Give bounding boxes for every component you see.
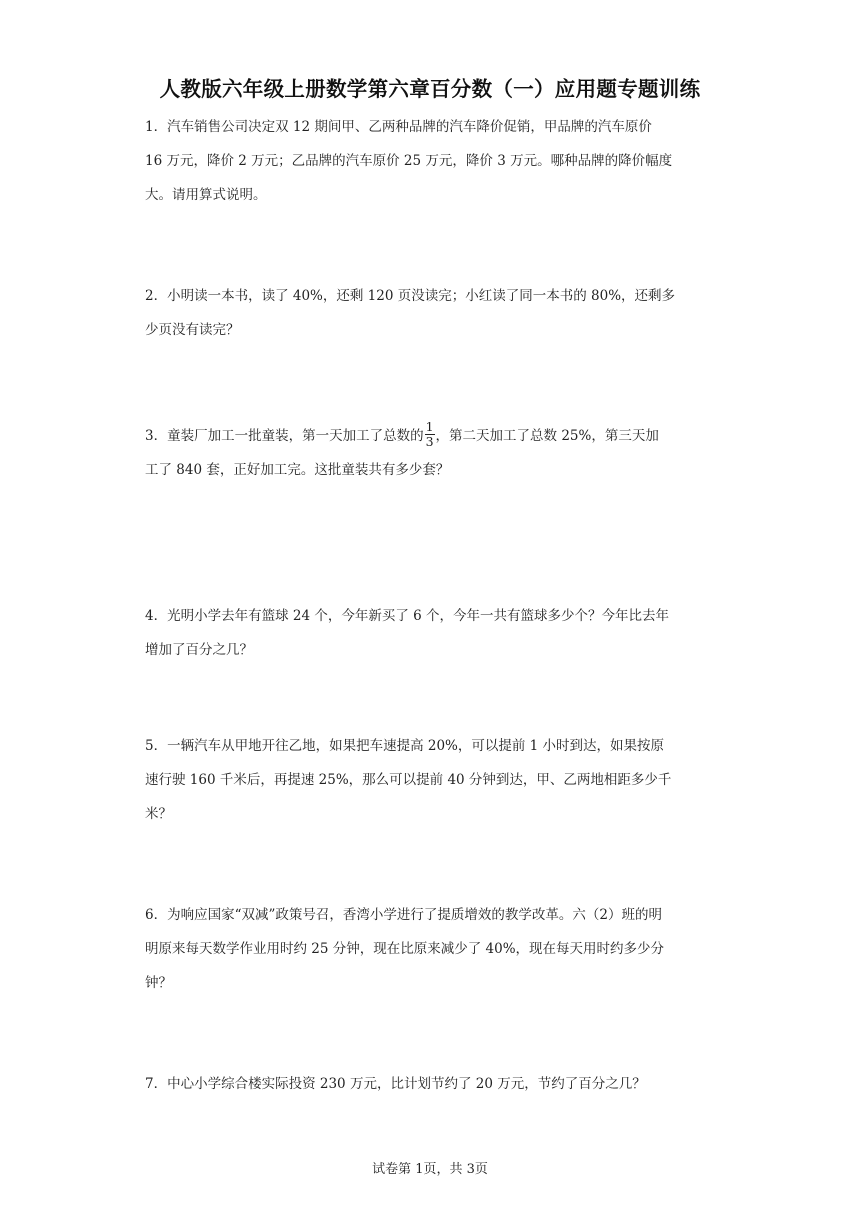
question-line: 少页没有读完？ (145, 322, 240, 338)
question-line (145, 419, 720, 453)
question-2 (145, 279, 720, 347)
question-line: 1．汽车销售公司决定双 12 期间甲、乙两种品牌的汽车降价促销，甲品牌的汽车原价 (145, 119, 652, 135)
question-line: 速行驶 160 千米后，再提速 25%，那么可以提前 40 分钟到达，甲、乙两地相距多少千 (145, 772, 672, 788)
fraction-denominator: 3 (425, 434, 434, 449)
question-line: 4．光明小学去年有篮球 24 个，今年新买了 6 个，今年一共有篮球多少个？今年比去年 (145, 608, 670, 624)
question-line: 明原来每天数学作业用时约 25 分钟，现在比原来减少了 40%，现在每天用时约多少分 (145, 941, 665, 957)
question-3 (145, 419, 720, 487)
question-line: 增加了百分之几？ (145, 642, 253, 658)
page-footer: 试卷第 1页，共 3页 (372, 1162, 488, 1177)
question-line: 米？ (145, 806, 172, 822)
page-title: 人教版六年级上册数学第六章百分数（一）应用题专题训练 (159, 77, 701, 101)
question-1 (145, 110, 720, 212)
question-line: 钟？ (145, 975, 172, 991)
fraction-numerator: 1 (425, 419, 434, 434)
question-line: 7．中心小学综合楼实际投资 230 万元，比计划节约了 20 万元，节约了百分之几？ (145, 1076, 646, 1092)
question-line: 6．为响应国家“双减”政策号召，香湾小学进行了提质增效的教学改革。六（2）班的明 (145, 907, 662, 923)
question-text: ，第二天加工了总数 25%，第三天加 (435, 428, 659, 444)
question-7 (145, 1067, 720, 1101)
question-text: 3．童装厂加工一批童装，第一天加工了总数的 (145, 428, 424, 444)
question-5 (145, 729, 720, 831)
question-line: 16 万元，降价 2 万元；乙品牌的汽车原价 25 万元，降价 3 万元。哪种品牌的降价幅度 (145, 153, 673, 169)
question-4 (145, 599, 720, 667)
question-line: 大。请用算式说明。 (145, 187, 267, 203)
fraction (425, 420, 435, 449)
question-line: 工了 840 套，正好加工完。这批童装共有多少套？ (145, 462, 450, 478)
question-line: 2．小明读一本书，读了 40%，还剩 120 页没读完；小红读了同一本书的 80%，还剩多 (145, 288, 676, 304)
question-6 (145, 898, 720, 1000)
question-line: 5．一辆汽车从甲地开往乙地，如果把车速提高 20%，可以提前 1 小时到达，如果按原 (145, 738, 665, 754)
